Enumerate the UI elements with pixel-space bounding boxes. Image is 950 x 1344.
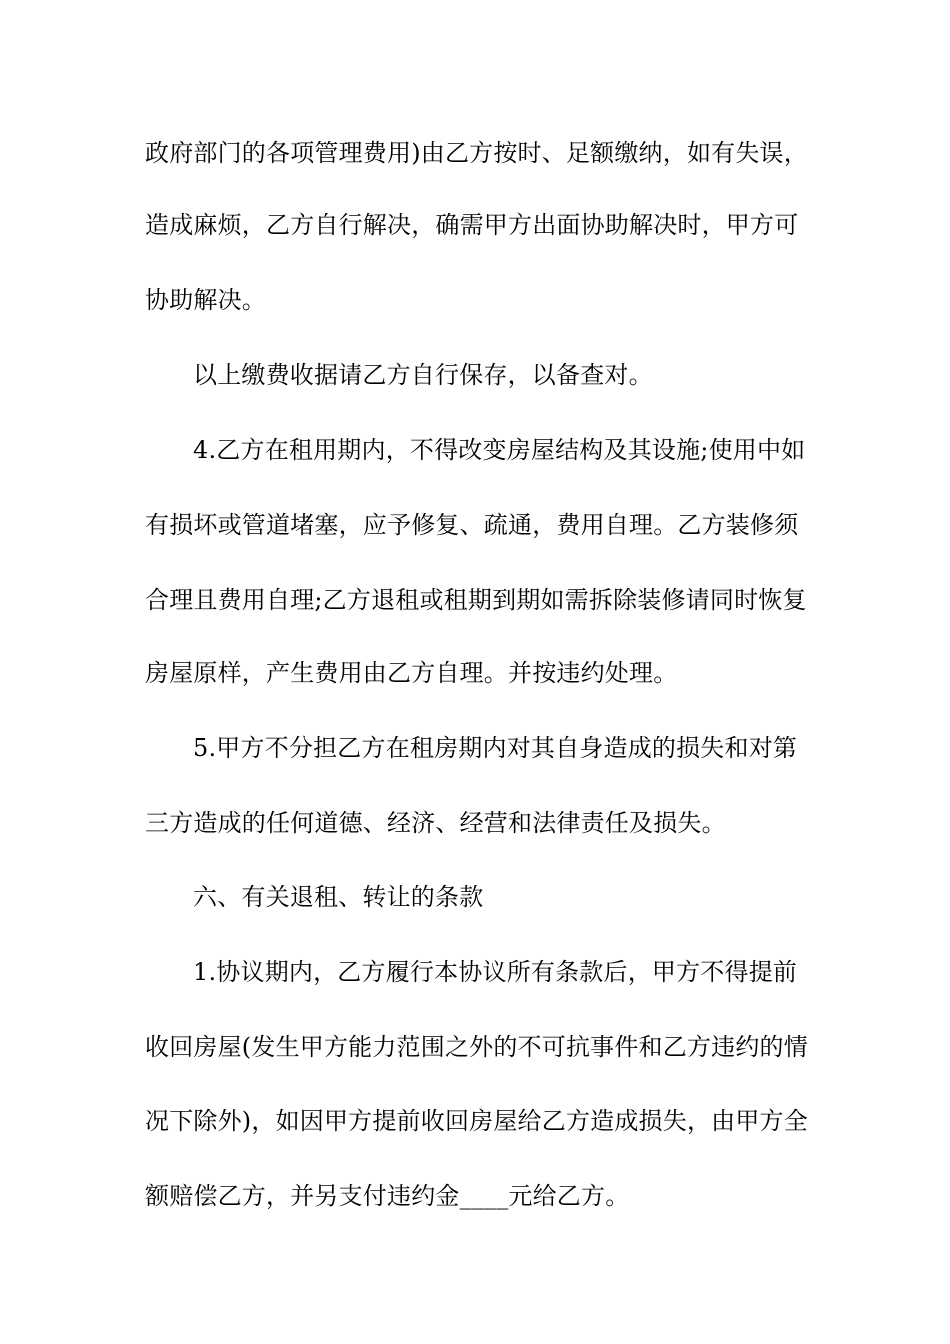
section-heading: 六、有关退租、转让的条款: [193, 883, 484, 911]
text-line: 收回房屋(发生甲方能力范围之外的不可抗事件和乙方违约的情: [145, 1033, 808, 1061]
text-line: 三方造成的任何道德、经济、经营和法律责任及损失。: [145, 809, 726, 837]
text-line: 有损坏或管道堵塞，应予修复、疏通，费用自理。乙方装修须: [145, 511, 799, 539]
text-line: 5.甲方不分担乙方在租房期内对其自身造成的损失和对第: [193, 734, 798, 762]
text-line: 况下除外)，如因甲方提前收回房屋给乙方造成损失，由甲方全: [145, 1107, 808, 1135]
text-line: 以上缴费收据请乙方自行保存，以备查对。: [193, 361, 653, 389]
text-line: 1.协议期内，乙方履行本协议所有条款后，甲方不得提前: [193, 958, 798, 986]
text-line: 额赔偿乙方，并另支付违约金____元给乙方。: [145, 1182, 630, 1210]
text-line: 房屋原样，产生费用由乙方自理。并按违约处理。: [145, 659, 678, 687]
text-line: 合理且费用自理;乙方退租或租期到期如需拆除装修请同时恢复: [145, 586, 807, 614]
text-line: 政府部门的各项管理费用)由乙方按时、足额缴纳，如有失误，: [145, 139, 808, 167]
text-line: 造成麻烦，乙方自行解决，确需甲方出面协助解决时，甲方可: [145, 211, 799, 239]
text-line: 4.乙方在租用期内，不得改变房屋结构及其设施;使用中如: [193, 436, 806, 464]
text-line: 协助解决。: [145, 286, 266, 314]
